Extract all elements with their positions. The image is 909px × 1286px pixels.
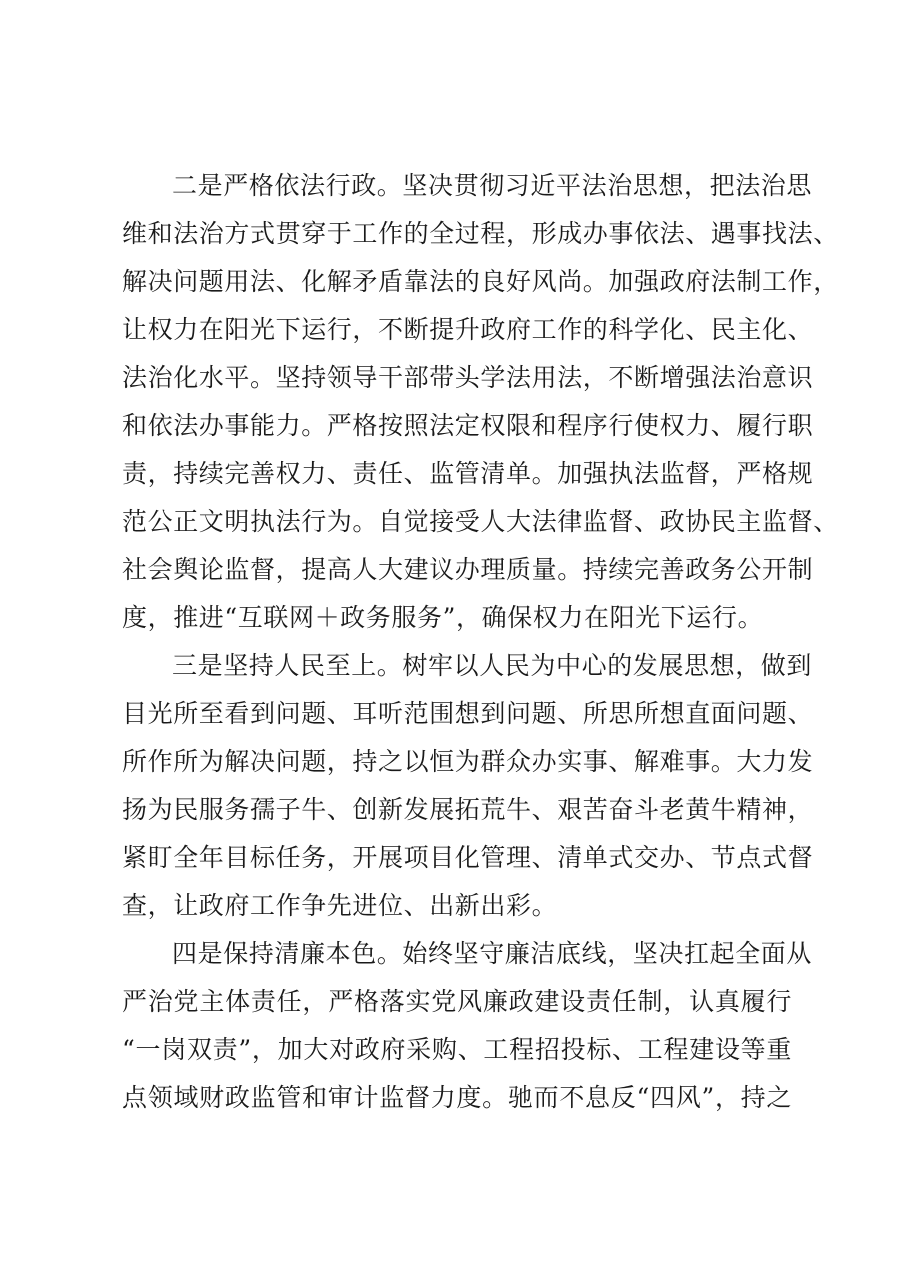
text-line: 和依法办事能力。严格按照法定权限和程序行使权力、履行职 [122, 411, 814, 440]
text-line: 点领域财政监管和审计监督力度。驰而不息反“四风”，持之 [122, 1083, 792, 1112]
text-line: “一岗双责”，加大对政府采购、工程招投标、工程建设等重 [122, 1035, 792, 1064]
text-line: 目光所至看到问题、耳听范围想到问题、所思所想直面问题、 [122, 699, 814, 728]
text-line: 法治化水平。坚持领导干部带头学法用法，不断增强法治意识 [122, 363, 814, 392]
text-line: 紧盯全年目标任务，开展项目化管理、清单式交办、节点式督 [122, 843, 814, 872]
text-line: 度，推进“互联网＋政务服务”，确保权力在阳光下运行。 [122, 603, 764, 632]
text-line: 范公正文明执法行为。自觉接受人大法律监督、政协民主监督、 [122, 507, 839, 536]
text-line: 三是坚持人民至上。树牢以人民为中心的发展思想，做到 [172, 651, 813, 680]
text-line: 所作所为解决问题，持之以恒为群众办实事、解难事。大力发 [122, 747, 814, 776]
text-line: 查，让政府工作争先进位、出新出彩。 [122, 891, 558, 920]
text-line: 四是保持清廉本色。始终坚守廉洁底线，坚决扛起全面从 [172, 939, 813, 968]
text-line: 社会舆论监督，提高人大建议办理质量。持续完善政务公开制 [122, 555, 814, 584]
text-line: 解决问题用法、化解矛盾靠法的良好风尚。加强政府法制工作， [122, 267, 839, 296]
text-line: 让权力在阳光下运行，不断提升政府工作的科学化、民主化、 [122, 315, 814, 344]
text-line: 维和法治方式贯穿于工作的全过程，形成办事依法、遇事找法、 [122, 219, 839, 248]
text-line: 严治党主体责任，严格落实党风廉政建设责任制，认真履行 [122, 987, 792, 1016]
text-line: 扬为民服务孺子牛、创新发展拓荒牛、艰苦奋斗老黄牛精神， [122, 795, 814, 824]
text-line: 二是严格依法行政。坚决贯彻习近平法治思想，把法治思 [172, 171, 813, 200]
text-line: 责，持续完善权力、责任、监管清单。加强执法监督，严格规 [122, 459, 814, 488]
